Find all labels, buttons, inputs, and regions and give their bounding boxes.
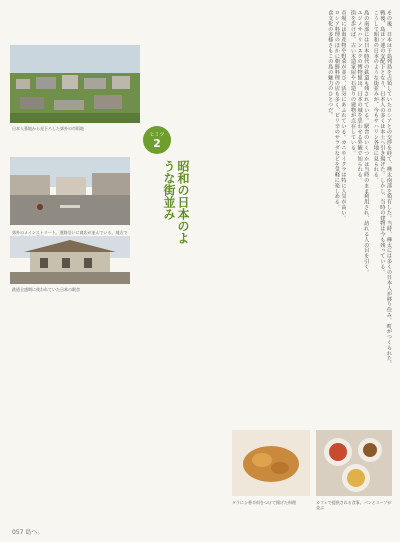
article-column-2 xyxy=(349,10,369,450)
town-view-image xyxy=(10,45,140,123)
paragraph: 戦後、島はソ連の支配下となり、日本人の多くは本土へ引き揚げた。しかし、当時の建物は今も残っている。 xyxy=(379,10,386,275)
caption-cafe-meal: カフェで提供される食事。パンとスープが並ぶ xyxy=(316,500,392,510)
station-image xyxy=(10,236,130,284)
article-column-1 xyxy=(372,10,392,450)
main-street-photo xyxy=(10,157,130,225)
caption-town-view: 日本人墓地から見下ろした郊外の市街地 xyxy=(12,126,84,131)
main-street-image xyxy=(10,157,130,225)
paragraph: 島の南部には日本時代の鉄道も残されている。駅舎のいくつかは当時のまま利用され、訪れる人の目を引く。 xyxy=(363,10,370,275)
badge-label: ヒミツ xyxy=(149,132,165,138)
cafe-meal-photo xyxy=(316,430,392,496)
article-columns xyxy=(192,10,392,450)
fried-fish-photo xyxy=(232,430,310,496)
paragraph: ロシア料理のほかに朝鮮料理の店も多く、ピリ辛のサラダなどを気軽に楽しめる。 xyxy=(333,10,340,210)
town-view-photo xyxy=(10,45,140,123)
caption-main-street: 郊外のメインストリート。道路沿いに商店が並んでいる。地方で xyxy=(12,230,128,235)
fried-fish-image xyxy=(232,430,310,496)
cafe-meal-image xyxy=(316,430,392,496)
page-footer: 057 島へ。 xyxy=(12,529,44,536)
section-title: 昭和の日本のような街並み xyxy=(162,160,190,244)
paragraph: その後、日本は千島列島を占領していたロシアとの交渉を経て、樺太南部を領有した。当時、樺太には多くの日本人が移り住み、町がつくられた。 xyxy=(386,10,392,367)
article-column-3 xyxy=(327,10,347,450)
paragraph: こうして昭和の日本のような街並みが、今もサハリン各地に見られる。 xyxy=(372,10,379,183)
caption-fried-fish: タラにシ香辛料をつけて揚げた料理 xyxy=(232,500,296,505)
station-photo xyxy=(10,236,130,284)
paragraph: 市場には海産物や野菜が並び、活気にあふれている。カニやイクラは特に人気が高い。 xyxy=(340,10,347,221)
himitsu-badge xyxy=(143,126,171,154)
paragraph: 食文化の多様さもこの島の魅力のひとつだ。 xyxy=(327,10,334,118)
paragraph: 街を歩けば、古い木造家屋や石造りの建物が点在している。 xyxy=(350,10,357,156)
caption-station: 鉄道全盛期に使われていた日本の駅舎 xyxy=(12,287,80,292)
badge-number: 2 xyxy=(153,137,161,150)
paragraph: ユジノサハリンスクの博物館は、日本の城を思わせる外観で知られる。 xyxy=(356,10,363,183)
